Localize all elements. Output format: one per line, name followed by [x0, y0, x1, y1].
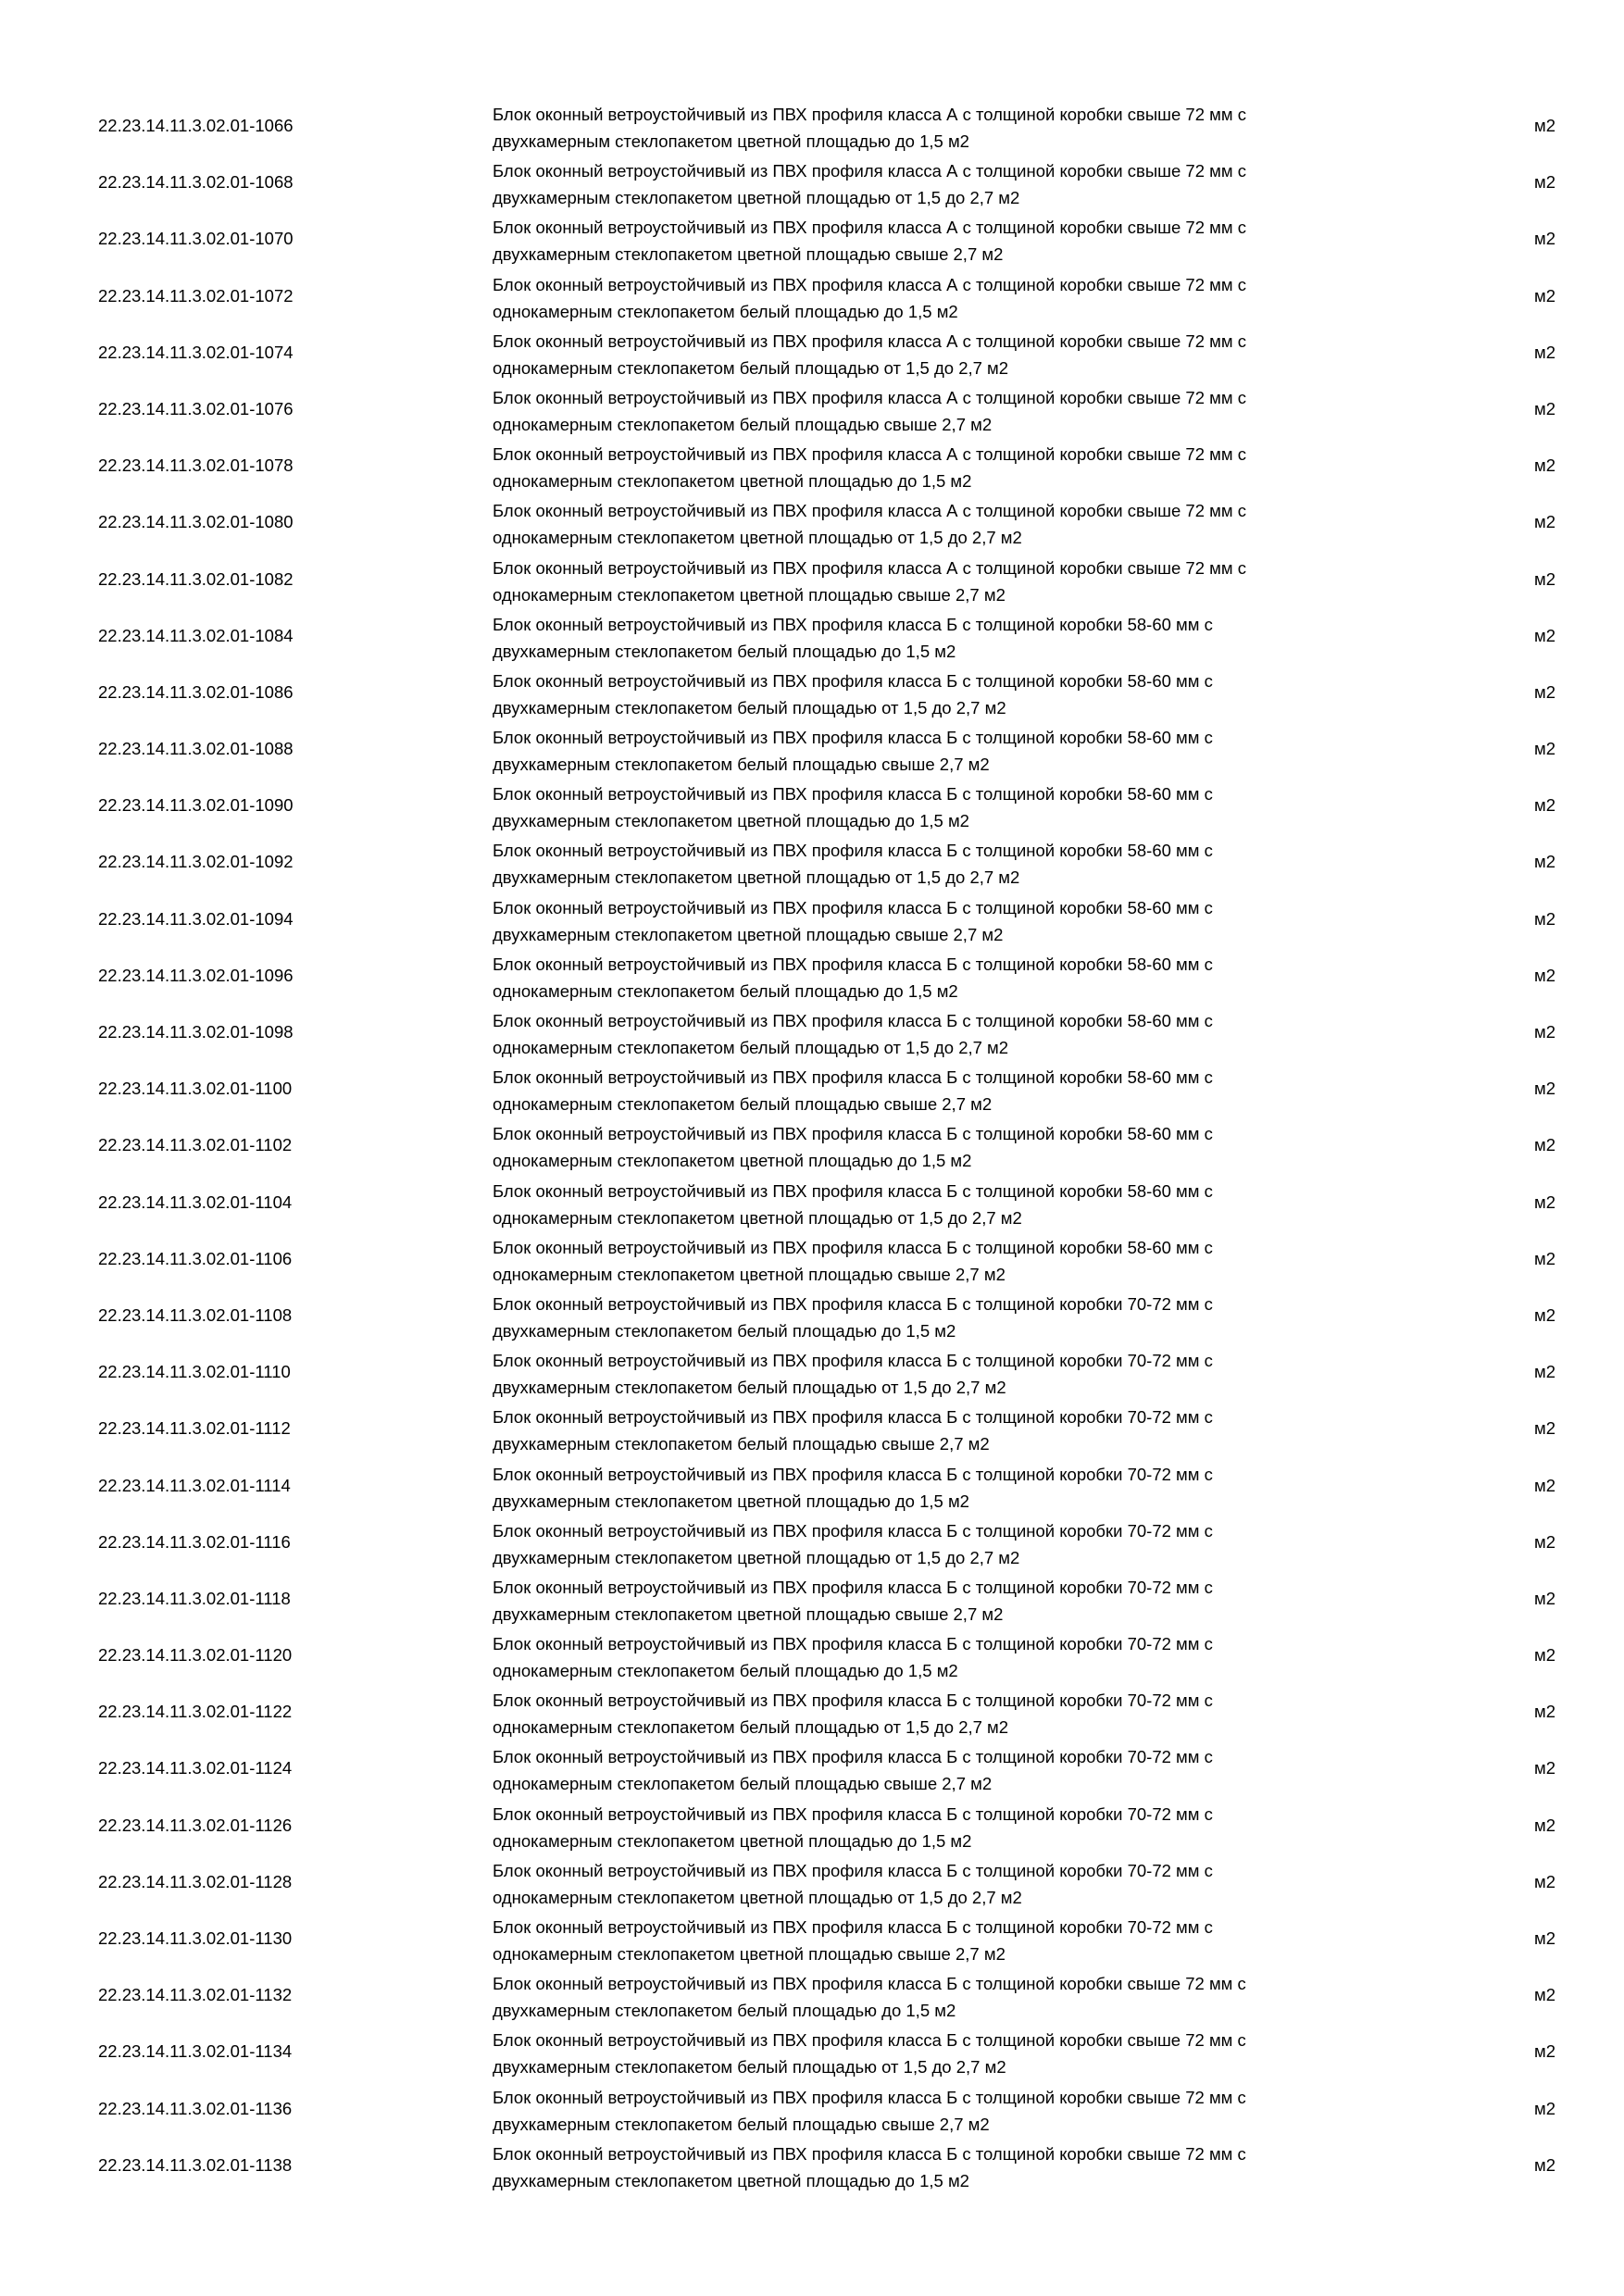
description-line-1: Блок оконный ветроустойчивый из ПВХ профиля класса Б с толщиной коробки 58-60 мм с: [493, 1237, 1213, 1257]
table-row: [0, 2136, 1624, 2192]
table-row: [0, 1682, 1624, 1739]
table-row: [0, 1173, 1624, 1229]
description-line-1: Блок оконный ветроустойчивый из ПВХ профиля класса Б с толщиной коробки 58-60 мм с: [493, 841, 1213, 861]
description-line-1: Блок оконный ветроустойчивый из ПВХ профиля класса Б с толщиной коробки свыше 72 мм с: [493, 2087, 1246, 2107]
table-row: [0, 1286, 1624, 1342]
description-line-1: Блок оконный ветроустойчивый из ПВХ профиля класса Б с толщиной коробки 58-60 мм с: [493, 1067, 1213, 1088]
item-unit: м2: [1534, 1758, 1556, 1778]
item-code: 22.23.14.11.3.02.01-1108: [98, 1304, 293, 1325]
item-code: 22.23.14.11.3.02.01-1070: [98, 229, 294, 249]
table-row: [0, 267, 1624, 323]
description-line-2: однокамерным стеклопакетом белый площадью от 1,5 до 2,7 м2: [493, 1038, 1009, 1057]
description-line-1: Блок оконный ветроустойчивый из ПВХ профиля класса А с толщиной коробки свыше 72 мм с: [493, 557, 1246, 578]
description-line-2: двухкамерным стеклопакетом белый площадью от 1,5 до 2,7 м2: [493, 2057, 1006, 2078]
item-code: 22.23.14.11.3.02.01-1098: [98, 1022, 294, 1042]
table-row: [0, 153, 1624, 209]
item-unit: м2: [1534, 681, 1556, 702]
item-code: 22.23.14.11.3.02.01-1134: [98, 2041, 293, 2062]
description-line-2: однокамерным стеклопакетом цветной площадью до 1,5 м2: [493, 1830, 972, 1851]
description-line-2: однокамерным стеклопакетом цветной площадью свыше 2,7 м2: [493, 584, 1006, 605]
description-line-2: однокамерным стеклопакетом цветной площадью от 1,5 до 2,7 м2: [493, 528, 1022, 548]
item-description: [493, 1857, 1418, 1911]
description-line-2: двухкамерным стеклопакетом цветной площадью от 1,5 до 2,7 м2: [493, 1547, 1020, 1567]
table-row: [0, 606, 1624, 663]
item-description: [493, 1517, 1418, 1571]
item-description: [493, 1914, 1418, 1967]
table-row: [0, 663, 1624, 719]
description-line-2: двухкамерным стеклопакетом цветной площадью до 1,5 м2: [493, 811, 969, 831]
item-unit: м2: [1534, 1418, 1556, 1439]
item-description: [493, 1291, 1418, 1344]
table-row: [0, 719, 1624, 776]
item-code: 22.23.14.11.3.02.01-1092: [98, 852, 294, 872]
item-unit: м2: [1534, 1079, 1556, 1099]
table-row: [0, 946, 1624, 1003]
item-unit: м2: [1534, 1022, 1556, 1042]
table-row: [0, 1456, 1624, 1513]
description-line-1: Блок оконный ветроустойчивый из ПВХ профиля класса А с толщиной коробки свыше 72 мм с: [493, 331, 1246, 351]
table-row: [0, 1739, 1624, 1795]
description-line-1: Блок оконный ветроустойчивый из ПВХ профиля класса А с толщиной коробки свыше 72 мм с: [493, 387, 1246, 407]
item-code: 22.23.14.11.3.02.01-1078: [98, 455, 294, 476]
description-line-2: двухкамерным стеклопакетом цветной площадью свыше 2,7 м2: [493, 244, 1004, 265]
item-code: 22.23.14.11.3.02.01-1082: [98, 568, 294, 589]
item-unit: м2: [1534, 455, 1556, 476]
item-description: [493, 101, 1418, 155]
description-line-2: двухкамерным стеклопакетом белый площадью до 1,5 м2: [493, 641, 956, 661]
table-row: [0, 1626, 1624, 1682]
description-line-2: двухкамерным стеклопакетом цветной площадью свыше 2,7 м2: [493, 1603, 1004, 1624]
description-line-1: Блок оконный ветроустойчивый из ПВХ профиля класса А с толщиной коробки свыше 72 мм с: [493, 501, 1246, 521]
description-line-2: однокамерным стеклопакетом белый площадью свыше 2,7 м2: [493, 414, 993, 434]
item-unit: м2: [1534, 1531, 1556, 1552]
item-description: [493, 1970, 1418, 2024]
item-description: [493, 214, 1418, 268]
item-code: 22.23.14.11.3.02.01-1124: [98, 1758, 293, 1778]
item-code: 22.23.14.11.3.02.01-1116: [98, 1531, 291, 1552]
item-unit: м2: [1534, 1645, 1556, 1666]
description-line-1: Блок оконный ветроустойчивый из ПВХ профиля класса Б с толщиной коробки 58-60 мм с: [493, 1180, 1213, 1201]
description-line-1: Блок оконный ветроустойчивый из ПВХ профиля класса Б с толщиной коробки 70-72 мм с: [493, 1803, 1213, 1824]
description-line-2: двухкамерным стеклопакетом белый площадью от 1,5 до 2,7 м2: [493, 1378, 1006, 1398]
item-unit: м2: [1534, 965, 1556, 985]
item-description: [493, 894, 1418, 948]
description-line-1: Блок оконный ветроустойчивый из ПВХ профиля класса Б с толщиной коробки 58-60 мм с: [493, 1124, 1213, 1144]
item-description: [493, 1347, 1418, 1401]
item-description: [493, 2084, 1418, 2138]
item-code: 22.23.14.11.3.02.01-1132: [98, 1985, 293, 2005]
item-description: [493, 1743, 1418, 1797]
item-unit: м2: [1534, 739, 1556, 759]
description-line-1: Блок оконный ветроустойчивый из ПВХ профиля класса Б с толщиной коробки свыше 72 мм с: [493, 2030, 1246, 2051]
item-unit: м2: [1534, 342, 1556, 362]
table-row: [0, 1569, 1624, 1626]
table-row: [0, 1965, 1624, 2022]
description-line-2: двухкамерным стеклопакетом цветной площадью до 1,5 м2: [493, 1491, 969, 1511]
description-line-1: Блок оконный ветроустойчивый из ПВХ профиля класса Б с толщиной коробки свыше 72 мм с: [493, 1974, 1246, 1994]
item-code: 22.23.14.11.3.02.01-1104: [98, 1192, 293, 1212]
item-unit: м2: [1534, 1985, 1556, 2005]
item-description: [493, 1687, 1418, 1741]
description-line-1: Блок оконный ветроустойчивый из ПВХ профиля класса А с толщиной коробки свыше 72 мм с: [493, 218, 1246, 238]
item-code: 22.23.14.11.3.02.01-1110: [98, 1362, 291, 1382]
description-line-2: двухкамерным стеклопакетом цветной площадью от 1,5 до 2,7 м2: [493, 867, 1020, 888]
item-code: 22.23.14.11.3.02.01-1106: [98, 1248, 293, 1268]
table-row: [0, 776, 1624, 832]
description-line-1: Блок оконный ветроустойчивый из ПВХ профиля класса Б с толщиной коробки 70-72 мм с: [493, 1351, 1213, 1371]
description-line-1: Блок оконный ветроустойчивый из ПВХ профиля класса Б с толщиной коробки свыше 72 мм с: [493, 2143, 1246, 2164]
item-code: 22.23.14.11.3.02.01-1072: [98, 285, 294, 306]
item-unit: м2: [1534, 1588, 1556, 1608]
description-line-2: однокамерным стеклопакетом цветной площадью от 1,5 до 2,7 м2: [493, 1207, 1022, 1228]
description-line-2: двухкамерным стеклопакетом цветной площадью до 1,5 м2: [493, 2170, 969, 2190]
item-unit: м2: [1534, 1248, 1556, 1268]
item-code: 22.23.14.11.3.02.01-1112: [98, 1418, 291, 1439]
item-code: 22.23.14.11.3.02.01-1118: [98, 1588, 291, 1608]
description-line-2: однокамерным стеклопакетом белый площадью свыше 2,7 м2: [493, 1774, 993, 1794]
table-row: [0, 209, 1624, 266]
item-unit: м2: [1534, 1475, 1556, 1495]
item-description: [493, 1574, 1418, 1628]
description-line-1: Блок оконный ветроустойчивый из ПВХ профиля класса Б с толщиной коробки 70-72 мм с: [493, 1691, 1213, 1711]
description-line-1: Блок оконный ветроустойчивый из ПВХ профиля класса Б с толщиной коробки 58-60 мм с: [493, 670, 1213, 691]
item-unit: м2: [1534, 116, 1556, 135]
item-description: [493, 1461, 1418, 1515]
description-line-2: двухкамерным стеклопакетом белый площадью свыше 2,7 м2: [493, 1434, 990, 1454]
description-line-2: двухкамерным стеклопакетом белый площадью до 1,5 м2: [493, 1320, 956, 1341]
description-line-2: двухкамерным стеклопакетом цветной площадью свыше 2,7 м2: [493, 924, 1004, 944]
description-line-1: Блок оконный ветроустойчивый из ПВХ профиля класса Б с толщиной коробки 70-72 мм с: [493, 1520, 1213, 1541]
item-description: [493, 1630, 1418, 1684]
item-unit: м2: [1534, 625, 1556, 645]
table-row: [0, 1059, 1624, 1116]
item-code: 22.23.14.11.3.02.01-1068: [98, 172, 294, 193]
item-unit: м2: [1534, 1135, 1556, 1155]
description-line-1: Блок оконный ветроустойчивый из ПВХ профиля класса Б с толщиной коробки 70-72 мм с: [493, 1293, 1213, 1314]
item-description: [493, 271, 1418, 325]
table-row: [0, 1116, 1624, 1172]
table-row: [0, 550, 1624, 606]
description-line-2: однокамерным стеклопакетом белый площадью до 1,5 м2: [493, 1661, 958, 1681]
item-code: 22.23.14.11.3.02.01-1084: [98, 625, 294, 645]
item-description: [493, 780, 1418, 834]
item-description: [493, 951, 1418, 1004]
description-line-2: двухкамерным стеклопакетом белый площадью свыше 2,7 м2: [493, 755, 990, 775]
item-description: [493, 1007, 1418, 1061]
item-code: 22.23.14.11.3.02.01-1094: [98, 908, 294, 929]
description-line-1: Блок оконный ветроустойчивый из ПВХ профиля класса Б с толщиной коробки 70-72 мм с: [493, 1577, 1213, 1597]
item-code: 22.23.14.11.3.02.01-1074: [98, 342, 294, 362]
item-description: [493, 328, 1418, 381]
item-unit: м2: [1534, 852, 1556, 872]
description-line-2: двухкамерным стеклопакетом цветной площадью до 1,5 м2: [493, 131, 969, 151]
item-code: 22.23.14.11.3.02.01-1096: [98, 965, 294, 985]
description-line-2: однокамерным стеклопакетом белый площадью от 1,5 до 2,7 м2: [493, 1717, 1009, 1738]
item-unit: м2: [1534, 2098, 1556, 2118]
item-unit: м2: [1534, 1928, 1556, 1948]
table-row: [0, 380, 1624, 436]
item-code: 22.23.14.11.3.02.01-1128: [98, 1871, 293, 1891]
item-description: [493, 611, 1418, 665]
item-description: [493, 2140, 1418, 2194]
item-unit: м2: [1534, 172, 1556, 193]
description-line-1: Блок оконный ветроустойчивый из ПВХ профиля класса Б с толщиной коробки 70-72 мм с: [493, 1860, 1213, 1880]
item-code: 22.23.14.11.3.02.01-1120: [98, 1645, 293, 1666]
item-code: 22.23.14.11.3.02.01-1136: [98, 2098, 293, 2118]
table-row: [0, 2079, 1624, 2136]
table-row: [0, 493, 1624, 549]
description-line-2: однокамерным стеклопакетом белый площадью до 1,5 м2: [493, 301, 958, 321]
item-unit: м2: [1534, 1192, 1556, 1212]
item-description: [493, 157, 1418, 211]
item-code: 22.23.14.11.3.02.01-1138: [98, 2154, 293, 2175]
item-description: [493, 2027, 1418, 2080]
table-row: [0, 1796, 1624, 1853]
item-unit: м2: [1534, 568, 1556, 589]
item-description: [493, 837, 1418, 891]
description-line-1: Блок оконный ветроустойчивый из ПВХ профиля класса Б с толщиной коробки 58-60 мм с: [493, 728, 1213, 748]
description-line-1: Блок оконный ветроустойчивый из ПВХ профиля класса Б с толщиной коробки 58-60 мм с: [493, 784, 1213, 805]
item-code: 22.23.14.11.3.02.01-1090: [98, 795, 294, 816]
item-unit: м2: [1534, 512, 1556, 532]
table-row: [0, 1909, 1624, 1965]
item-unit: м2: [1534, 229, 1556, 249]
item-code: 22.23.14.11.3.02.01-1130: [98, 1928, 293, 1948]
item-code: 22.23.14.11.3.02.01-1066: [98, 116, 294, 135]
item-code: 22.23.14.11.3.02.01-1122: [98, 1702, 293, 1722]
description-line-1: Блок оконный ветроустойчивый из ПВХ профиля класса Б с толщиной коробки 70-72 мм с: [493, 1407, 1213, 1428]
table-row: [0, 832, 1624, 889]
description-line-2: двухкамерным стеклопакетом цветной площадью от 1,5 до 2,7 м2: [493, 188, 1020, 208]
table-row: [0, 2022, 1624, 2078]
item-unit: м2: [1534, 2154, 1556, 2175]
item-unit: м2: [1534, 1362, 1556, 1382]
item-description: [493, 724, 1418, 778]
item-code: 22.23.14.11.3.02.01-1088: [98, 739, 294, 759]
description-line-1: Блок оконный ветроустойчивый из ПВХ профиля класса А с толщиной коробки свыше 72 мм с: [493, 444, 1246, 465]
item-unit: м2: [1534, 908, 1556, 929]
item-unit: м2: [1534, 795, 1556, 816]
description-line-1: Блок оконный ветроустойчивый из ПВХ профиля класса Б с толщиной коробки 70-72 мм с: [493, 1634, 1213, 1654]
item-unit: м2: [1534, 1871, 1556, 1891]
item-description: [493, 1120, 1418, 1174]
item-code: 22.23.14.11.3.02.01-1102: [98, 1135, 293, 1155]
item-description: [493, 441, 1418, 494]
description-line-1: Блок оконный ветроустойчивый из ПВХ профиля класса Б с толщиной коробки 58-60 мм с: [493, 954, 1213, 974]
description-line-1: Блок оконный ветроустойчивый из ПВХ профиля класса А с толщиной коробки свыше 72 мм с: [493, 105, 1246, 124]
item-description: [493, 1234, 1418, 1288]
description-line-2: двухкамерным стеклопакетом белый площадью свыше 2,7 м2: [493, 2114, 990, 2134]
item-unit: м2: [1534, 285, 1556, 306]
table-row: [0, 323, 1624, 380]
item-description: [493, 1178, 1418, 1231]
table-row: [0, 1342, 1624, 1399]
description-line-2: однокамерным стеклопакетом цветной площадью до 1,5 м2: [493, 1151, 972, 1171]
item-unit: м2: [1534, 2041, 1556, 2062]
item-description: [493, 1801, 1418, 1854]
table-row: [0, 1513, 1624, 1569]
description-line-2: однокамерным стеклопакетом цветной площадью от 1,5 до 2,7 м2: [493, 1887, 1022, 1907]
price-table: [0, 96, 1624, 2192]
description-line-1: Блок оконный ветроустойчивый из ПВХ профиля класса Б с толщиной коробки 70-72 мм с: [493, 1747, 1213, 1767]
item-unit: м2: [1534, 1304, 1556, 1325]
description-line-1: Блок оконный ветроустойчивый из ПВХ профиля класса Б с толщиной коробки 58-60 мм с: [493, 897, 1213, 917]
table-row: [0, 436, 1624, 493]
item-code: 22.23.14.11.3.02.01-1126: [98, 1815, 293, 1835]
item-unit: м2: [1534, 398, 1556, 418]
description-line-2: однокамерным стеклопакетом цветной площадью свыше 2,7 м2: [493, 1264, 1006, 1284]
item-description: [493, 668, 1418, 721]
description-line-1: Блок оконный ветроустойчивый из ПВХ профиля класса Б с толщиной коробки 70-72 мм с: [493, 1464, 1213, 1484]
description-line-1: Блок оконный ветроустойчивый из ПВХ профиля класса Б с толщиной коробки 58-60 мм с: [493, 1011, 1213, 1030]
description-line-2: однокамерным стеклопакетом белый площадью от 1,5 до 2,7 м2: [493, 357, 1009, 378]
item-description: [493, 555, 1418, 608]
item-unit: м2: [1534, 1815, 1556, 1835]
description-line-2: однокамерным стеклопакетом белый площадью до 1,5 м2: [493, 980, 958, 1001]
item-code: 22.23.14.11.3.02.01-1076: [98, 398, 294, 418]
item-code: 22.23.14.11.3.02.01-1086: [98, 681, 294, 702]
table-row: [0, 1003, 1624, 1059]
table-row: [0, 96, 1624, 153]
description-line-1: Блок оконный ветроустойчивый из ПВХ профиля класса А с толщиной коробки свыше 72 мм с: [493, 161, 1246, 181]
item-unit: м2: [1534, 1702, 1556, 1722]
description-line-2: однокамерным стеклопакетом цветной площадью до 1,5 м2: [493, 471, 972, 492]
item-code: 22.23.14.11.3.02.01-1114: [98, 1475, 291, 1495]
table-row: [0, 1229, 1624, 1286]
table-row: [0, 1399, 1624, 1455]
description-line-1: Блок оконный ветроустойчивый из ПВХ профиля класса Б с толщиной коробки 58-60 мм с: [493, 614, 1213, 634]
item-description: [493, 497, 1418, 551]
item-description: [493, 1064, 1418, 1117]
description-line-2: двухкамерным стеклопакетом белый площадью от 1,5 до 2,7 м2: [493, 697, 1006, 718]
item-code: 22.23.14.11.3.02.01-1100: [98, 1079, 293, 1099]
table-row: [0, 890, 1624, 946]
description-line-2: однокамерным стеклопакетом белый площадью свыше 2,7 м2: [493, 1094, 993, 1115]
description-line-2: однокамерным стеклопакетом цветной площадью свыше 2,7 м2: [493, 1944, 1006, 1964]
description-line-2: двухкамерным стеклопакетом белый площадью до 1,5 м2: [493, 2001, 956, 2021]
description-line-1: Блок оконный ветроустойчивый из ПВХ профиля класса А с толщиной коробки свыше 72 мм с: [493, 274, 1246, 294]
table-row: [0, 1853, 1624, 1909]
item-description: [493, 1404, 1418, 1457]
item-code: 22.23.14.11.3.02.01-1080: [98, 512, 294, 532]
description-line-1: Блок оконный ветроустойчивый из ПВХ профиля класса Б с толщиной коробки 70-72 мм с: [493, 1917, 1213, 1937]
item-description: [493, 384, 1418, 438]
